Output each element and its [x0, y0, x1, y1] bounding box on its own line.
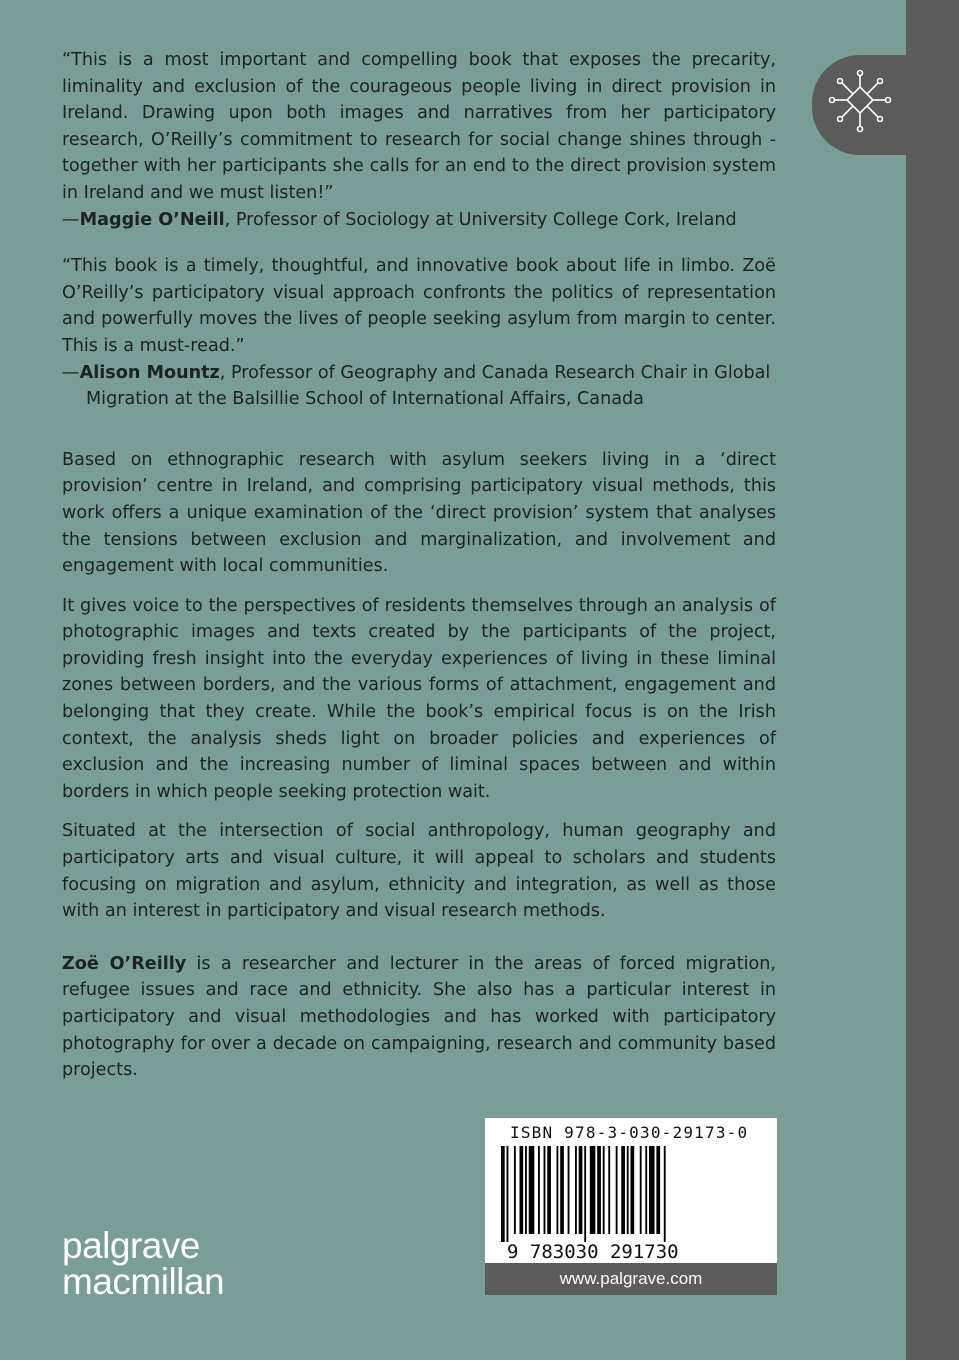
publisher-line-2: macmillan	[62, 1261, 225, 1302]
barcode-stripe	[568, 1146, 570, 1234]
quote-text: “This is a most important and compelling book that exposes the precarity, liminality and exclusion of the courageous people living in direct provision in Ireland. Drawing upon both images and narratives from her participatory research, O’Reilly’s commitment to research for social change shines through - together with her participants she calls for an end to the direct provision system in Ireland and we must listen!”	[62, 50, 776, 203]
barcode-stripe	[529, 1146, 535, 1234]
barcode-stripe	[597, 1146, 601, 1234]
isbn-barcode-block	[485, 1118, 777, 1295]
publisher-logo-tab	[812, 55, 906, 155]
barcode-stripe	[656, 1146, 660, 1234]
publisher-line-1: palgrave	[62, 1225, 200, 1266]
author-name: Zoë O’Reilly	[62, 953, 187, 974]
endorsement-quote-2	[62, 253, 776, 413]
publisher-wordmark	[62, 1225, 225, 1302]
barcode-stripe	[520, 1146, 524, 1234]
description-paragraph: Based on ethnographic research with asylum seekers living in a ‘direct provision’ centre in Ireland, and comprising participatory visual methods, this work offers a unique examination of the ‘direct provision’ system that analyses the tensions between exclusion and marginalization, and involvement and engagement with local communities.	[62, 449, 776, 577]
barcode-stripe	[575, 1146, 577, 1234]
barcode-stripe	[544, 1146, 546, 1234]
barcode-stripe	[616, 1146, 618, 1234]
author-bio	[62, 951, 776, 1084]
barcode-stripe	[547, 1146, 551, 1234]
attribution-dash: —	[62, 209, 80, 230]
quote-text: “This book is a timely, thoughtful, and innovative book about life in limbo. Zoë O’Reilly’s participatory visual approach confronts the politics of representation and powerfully moves the lives of people seeking asylum from margin to center. This is a must-read.”	[62, 256, 776, 356]
quote-attribution	[62, 207, 776, 234]
barcode-stripe	[584, 1146, 586, 1242]
barcode-stripe	[603, 1146, 605, 1234]
quote-affiliation: , Professor of Geography and Canada Research Chair in Global Migration at the Balsillie School of International Affairs, Canada	[86, 362, 771, 410]
barcode-stripe	[608, 1146, 610, 1234]
barcode-stripe	[621, 1146, 625, 1234]
barcode-stripe	[507, 1146, 509, 1242]
barcode-stripe	[645, 1146, 647, 1234]
endorsement-quote-1	[62, 47, 776, 233]
barcode-stripe	[579, 1146, 583, 1234]
barcode-stripe	[514, 1146, 516, 1234]
barcode-stripe	[640, 1146, 642, 1234]
back-cover-text	[62, 47, 776, 1101]
quote-author: Maggie O’Neill	[79, 209, 225, 230]
barcode-stripe	[560, 1146, 564, 1234]
book-spine	[906, 0, 959, 1360]
barcode-stripe	[631, 1146, 635, 1234]
book-description	[62, 447, 776, 925]
palgrave-network-icon	[828, 69, 892, 141]
publisher-url: www.palgrave.com	[485, 1263, 777, 1295]
description-paragraph: It gives voice to the perspectives of residents themselves through an analysis of photographic images and texts created by the participants of the project, providing fresh insight into the everyday experiences of living in these liminal zones between borders, and the various forms of attachment, engagement and belonging that they create. While the book’s empirical focus is on the Irish context, the analysis sheds light on broader policies and experiences of exclusion and the increasing number of liminal spaces between and within borders in which people seeking protection wait.	[62, 595, 776, 802]
quote-author: Alison Mountz	[79, 362, 220, 383]
barcode-stripe	[538, 1146, 540, 1234]
barcode-digits: 9 783030 291730	[507, 1241, 679, 1261]
barcode-stripe	[525, 1146, 527, 1234]
barcode-stripe	[557, 1146, 559, 1234]
barcode-stripe	[590, 1146, 596, 1234]
quote-affiliation: , Professor of Sociology at University College Cork, Ireland	[224, 209, 737, 230]
barcode-stripe	[501, 1146, 505, 1242]
barcode-stripe	[649, 1146, 655, 1234]
barcode-stripe	[664, 1146, 666, 1242]
barcode-stripe	[627, 1146, 629, 1234]
quote-attribution	[62, 360, 776, 413]
isbn-label: ISBN 978-3-030-29173-0	[510, 1123, 749, 1142]
description-paragraph: Situated at the intersection of social anthropology, human geography and participatory arts and visual culture, it will appeal to scholars and students focusing on migration and asylum, ethnicity and integration, as well as those with an interest in participatory and visual research methods.	[62, 821, 776, 922]
attribution-dash: —	[62, 362, 80, 383]
author-bio-text: is a researcher and lecturer in the areas of forced migration, refugee issues and race and ethnicity. She also has a particular interest in participatory and visual methodologies and has worked with participatory photography for over a decade on campaigning, research and community based projects.	[62, 953, 776, 1081]
barcode	[485, 1146, 777, 1261]
